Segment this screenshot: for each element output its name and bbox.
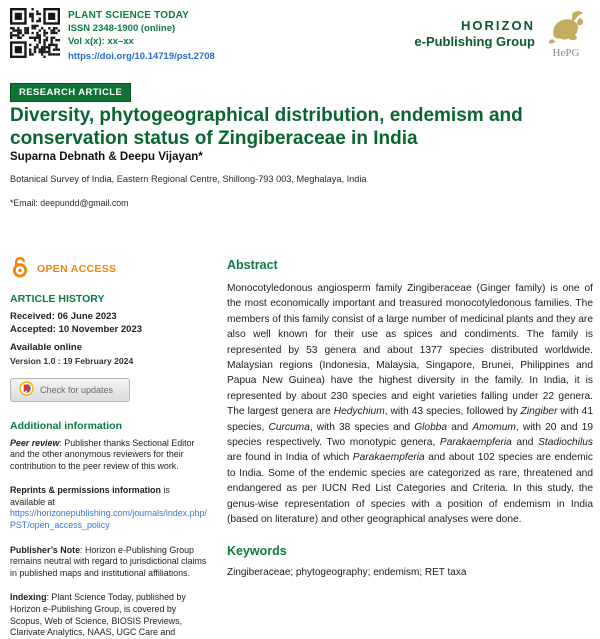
publisher-note-label: Publisher’s Note: [10, 544, 81, 555]
check-updates-button[interactable]: [10, 378, 130, 402]
version-info: Version 1.0 : 19 February 2024: [10, 355, 134, 366]
journal-issn: ISSN 2348-1900 (online): [68, 23, 176, 34]
peer-review-note: Peer review: Publisher thanks Sectional Editor and the other anonymous reviewers for their contribution to the peer review of this work.: [10, 437, 195, 471]
received-date: Received: 06 June 2023: [10, 311, 117, 322]
journal-doi-link[interactable]: https://doi.org/10.14719/pst.2708: [68, 51, 215, 62]
keywords-heading: Keywords: [227, 543, 287, 558]
qr-code: [10, 8, 60, 58]
open-access-badge: [10, 258, 207, 280]
abstract-text: Monocotyledonous angiosperm family Zingiberaceae (Ginger family) is one of the most economically important and treasured monocotyledonous families. The members of this family consist of a large number of medicinal plants and they are also well known for their use as spices and condiments. The family is represented by 53 genera and about 1377 species distributed worldwide. Malaysian regions (Indonesia, Malaysia, Singapore, Brunei, Philippines and Papua New Guinea) have the highest diversity in the family. In India, it is represented by about 230 species and eight varieties falling under 22 genera. The largest genera are Hedychium, with 43 species, followed by Zingiber with 41 species, Curcuma, with 38 species and Globba and Amomum, with 20 and 19 species respectively. Two monotypic genera, Parakaempferia and Stadiochilus are found in India of which Parakaempferia and about 102 species are endemic to India. Some of the endemic species are categorized as rare, threatened and endangered as per IUCN Red List Categories and Criteria. In this study, the genus-wise representation of species with a position of endemism in India (based on literature) and other geographical analyses were done.: [227, 283, 593, 526]
authors: Suparna Debnath & Deepu Vijayan*: [10, 151, 203, 163]
hepg-lion-icon: [543, 31, 589, 48]
available-online-label: Available online: [10, 342, 82, 353]
keywords-text: Zingiberaceae; phytogeography; endemism; RET taxa: [227, 566, 467, 578]
email: *Email: deepundd@gmail.com: [10, 198, 129, 208]
affiliation: Botanical Survey of India, Eastern Regional Centre, Shillong-793 003, Meghalaya, India: [10, 174, 367, 184]
publisher-logo-caption: HePG: [552, 47, 580, 59]
reprints-label: Reprints & permissions information: [10, 485, 161, 496]
open-access-icon: [10, 256, 30, 283]
journal-info: [68, 9, 215, 63]
publisher-name-line1: HORIZON: [461, 18, 535, 33]
check-updates-label: Check for updates: [40, 384, 114, 395]
journal-volume: Vol x(x): xx–xx: [68, 36, 134, 47]
publisher-name-line2: e-Publishing Group: [414, 34, 535, 49]
abstract-heading: Abstract: [227, 258, 278, 272]
peer-review-label: Peer review: [10, 437, 60, 448]
indexing-label: Indexing: [10, 592, 47, 603]
research-article-badge: RESEARCH ARTICLE: [10, 83, 131, 102]
publisher-logo: [542, 10, 590, 59]
additional-info-heading: Additional information: [10, 419, 122, 432]
accepted-date: Accepted: 10 November 2023: [10, 323, 143, 335]
publisher-block: [414, 10, 590, 59]
page-title: Diversity, phytogeographical distribution, endemism and conservation status of Zingiberaceae in India: [10, 105, 523, 149]
indexing-note: Indexing: Plant Science Today, published by Horizon e-Publishing Group, is covered by Scopus, Web of Science, BIOSIS Previews, Clarivate Analytics, NAAS, UGC Care and: [10, 592, 186, 638]
main-column: [227, 258, 593, 578]
article-history-heading: ARTICLE HISTORY: [10, 293, 105, 305]
reprints-link[interactable]: https://horizonepublishing.com/journals/index.php/PST/open_access_policy: [10, 508, 207, 531]
open-access-label: OPEN ACCESS: [37, 263, 117, 275]
publisher-note: Publisher’s Note: Horizon e-Publishing Group remains neutral with regard to jurisdictional claims in published maps and institutional affiliations.: [10, 544, 207, 578]
sidebar: [10, 258, 207, 639]
journal-name: PLANT SCIENCE TODAY: [68, 10, 190, 21]
reprints-note: Reprints & permissions information is available at https://horizonepublishing.com/journals/index.php/PST/open_access_policy: [10, 485, 207, 531]
crossmark-icon: [19, 381, 34, 399]
